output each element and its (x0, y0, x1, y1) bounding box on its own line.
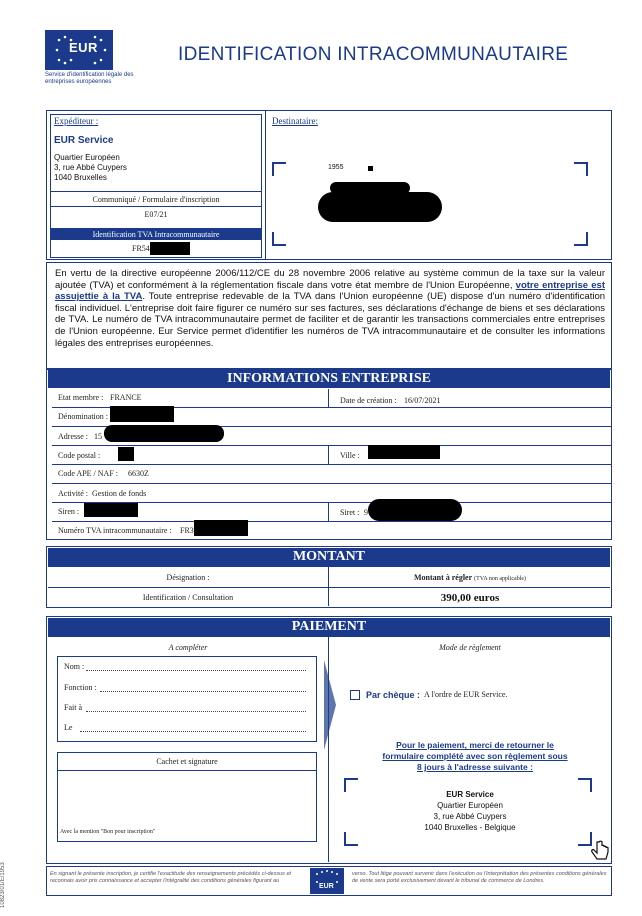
function-field[interactable] (100, 691, 306, 692)
logo-caption: Service d'identification légale des entreprises européennes (45, 72, 134, 85)
redaction (194, 520, 248, 536)
redaction (150, 242, 190, 255)
address-value: 15 (94, 432, 102, 441)
redaction (118, 447, 134, 461)
return-address-3: 1040 Bruxelles - Belgique (424, 823, 516, 832)
payment-title: PAIEMENT (48, 618, 610, 637)
form-value: E07/21 (144, 210, 168, 219)
recipient-label: Destinataire: (272, 116, 318, 126)
eur-logo (45, 30, 113, 70)
footer-left-text: En signant le présente inscription, je certifie l'exactitude des renseignements précédés ci-dessus et reconnais avoir pris connaissance et accepter l'intégralité des conditions générales figurant au (50, 871, 292, 884)
ape-code-value: 6630Z (128, 469, 149, 478)
name-field[interactable] (86, 670, 306, 671)
intro-paragraph: En vertu de la directive européenne 2006/112/CE du 28 novembre 2006 relative au système commun de la taxe sur la valeur ajoutée (TVA) et conformément à la réglementation fiscale dans votre état membre de l'Union Européenne, votre entreprise est assujettie à la TVA. Toute entreprise redevable de la TVA dans l'Union européenne (UE) dispose d'un numéro d'identification fiscal individuel. L'entreprise doit faire figurer ce numéro sur ses factures, ses déclarations d'échange de biens et ses déclarations de TVA. Le numéro de TVA intracommunautaire permet de faciliter et de garantir les transactions commerciales entre entreprises de l'Union européenne. Eur Service permet d'identifier les numéros de TVA intracommunautaire et de consulter les informations légales des entreprises européennes. (55, 268, 606, 349)
creation-date-label: Date de création : (340, 396, 397, 405)
amount-title: MONTANT (48, 548, 610, 567)
vat-id-value: FR54 (132, 244, 150, 253)
envelope-window-corner (578, 778, 592, 792)
sender-address-3: 1040 Bruxelles (54, 173, 107, 182)
vat-number-label: Numéro TVA intracommunautaire : (58, 526, 172, 535)
vat-id-header: Identification TVA Intracommunautaire (50, 228, 262, 240)
postal-code-label: Code postal : (58, 451, 101, 460)
redaction (368, 499, 462, 521)
footer-logo-text: EUR (319, 883, 334, 890)
designation-value: Identification / Consultation (142, 593, 234, 602)
envelope-window-corner (344, 832, 358, 846)
form-label: Communiqué / Formulaire d'inscription (92, 195, 220, 204)
cheque-label: Par chèque : (366, 690, 421, 700)
page-title: IDENTIFICATION INTRACOMMUNAUTAIRE (178, 44, 569, 65)
return-address-name: EUR Service (446, 790, 494, 799)
amount-due-value: 390,00 euros (440, 592, 500, 604)
envelope-window-corner (574, 162, 588, 176)
return-address-1: Quartier Européen (437, 801, 503, 810)
arrow-right-icon (323, 660, 337, 750)
sender-name: EUR Service (54, 135, 114, 146)
hand-pointer-icon (590, 840, 610, 864)
footer-right-text: verso. Tout litige pouvant survenir dans l'exécution ou l'interprétation des présentes conditions générales de vente sera porté exclusivement devant le tribunal de commerce de Londres. (352, 871, 607, 884)
redaction-bullet (368, 166, 373, 171)
activity-label: Activité : (58, 489, 88, 498)
envelope-window-corner (574, 232, 588, 246)
envelope-window-corner (344, 778, 358, 792)
place-field[interactable] (86, 711, 306, 712)
stamp-signature-label: Cachet et signature (156, 757, 218, 766)
redaction (84, 503, 138, 517)
creation-date-value: 16/07/2021 (404, 396, 441, 405)
footer-eu-logo (310, 868, 344, 894)
name-field-label: Nom : (64, 662, 85, 671)
amount-due-label: Montant à régler (TVA non applicable) (413, 573, 527, 582)
member-state-value: FRANCE (110, 393, 142, 402)
city-label: Ville : (340, 451, 360, 460)
designation-label: Désignation : (166, 573, 210, 582)
sender-address-2: 3, rue Abbé Cuypers (54, 163, 127, 172)
payment-instructions: Pour le paiement, merci de retourner le formulaire complété avec son règlement sous 8 jours à l'adresse suivante : (382, 740, 568, 772)
redaction (110, 406, 174, 422)
redaction (368, 445, 440, 459)
ape-code-label: Code APE / NAF : (58, 469, 119, 478)
return-address-2: 3, rue Abbé Cuypers (433, 812, 507, 821)
date-field-label: Le (64, 723, 73, 732)
payment-mode-label: Mode de règlement (439, 643, 501, 652)
cheque-value: A l'ordre de EUR Service. (424, 690, 508, 699)
siret-value: 9 (364, 508, 368, 517)
company-name-label: Dénomination : (58, 412, 108, 421)
mention-label: Avec la mention "Bon pour inscription" (60, 829, 156, 835)
redaction (318, 192, 442, 222)
date-field[interactable] (80, 731, 306, 732)
contact-form-box (57, 656, 317, 742)
logo-text: EUR (69, 40, 98, 55)
address-label: Adresse : (58, 432, 88, 441)
company-info-title: INFORMATIONS ENTREPRISE (48, 370, 610, 388)
vat-liable-emphasis: votre entreprise est assujettie à la TVA (55, 279, 605, 303)
side-reference: 10823/01/E/1953 (0, 862, 6, 908)
envelope-window-corner (272, 162, 286, 176)
siren-label: Siren : (58, 507, 80, 516)
function-field-label: Fonction : (64, 683, 97, 692)
recipient-code: 1955 (328, 164, 344, 171)
siret-label: Siret : (340, 508, 360, 517)
sender-label: Expéditeur : (54, 116, 99, 126)
activity-value: Gestion de fonds (92, 489, 147, 498)
redaction (104, 425, 224, 442)
envelope-window-corner (272, 232, 286, 246)
place-field-label: Fait à (64, 703, 82, 712)
sender-address-1: Quartier Européen (54, 153, 120, 162)
member-state-label: Etat membre : (58, 393, 104, 402)
vat-number-value: FR3 (180, 526, 194, 535)
complete-label: A compléter (168, 643, 208, 652)
cheque-checkbox[interactable] (350, 690, 360, 700)
